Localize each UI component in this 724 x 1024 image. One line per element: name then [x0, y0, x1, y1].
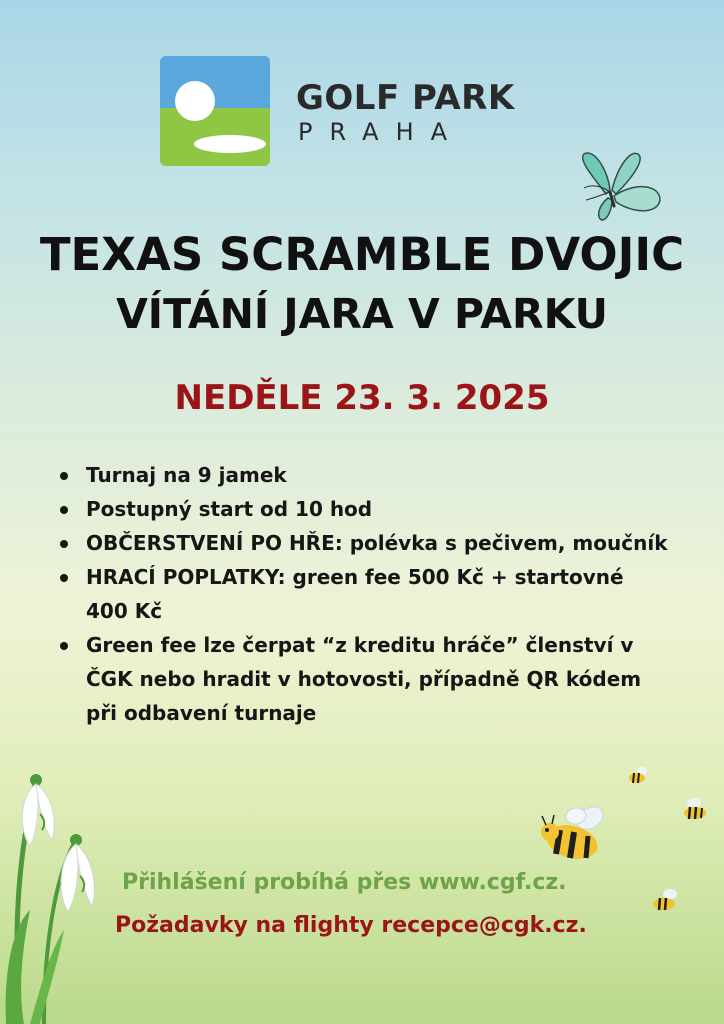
bee-icon: [538, 798, 612, 864]
info-item: [60, 458, 670, 492]
bullet-icon: [60, 642, 68, 650]
bullet-icon: [60, 540, 68, 548]
brand-city: PRAHA: [298, 118, 465, 146]
brand-name: GOLF PARK: [296, 78, 515, 118]
info-text: Postupný start od 10 hod: [86, 497, 373, 521]
bee-icon: [650, 886, 682, 914]
golf-park-logo: [160, 56, 270, 166]
info-item: [60, 628, 670, 730]
bullet-icon: [60, 472, 68, 480]
info-text: OBČERSTVENÍ PO HŘE: polévka s pečivem, moučník: [86, 531, 668, 555]
info-item: [60, 560, 670, 628]
bullet-icon: [60, 506, 68, 514]
info-list: [60, 458, 670, 730]
snowdrop-flower-icon: [0, 760, 120, 1024]
info-text: Green fee lze čerpat “z kreditu hráče” členství v ČGK nebo hradit v hotovosti, případně QR kódem při odbavení turnaje: [86, 633, 642, 725]
bullet-icon: [60, 574, 68, 582]
info-item: [60, 526, 670, 560]
info-text: Turnaj na 9 jamek: [86, 463, 287, 487]
event-title: TEXAS SCRAMBLE DVOJIC: [39, 228, 685, 281]
registration-info: Přihlášení probíhá přes www.cgf.cz.: [122, 870, 567, 895]
event-date: NEDĚLE 23. 3. 2025: [174, 378, 550, 418]
bee-icon: [626, 764, 650, 786]
flight-requests-info: Požadavky na flighty recepce@cgk.cz.: [115, 913, 587, 938]
info-text: HRACÍ POPLATKY: green fee 500 Kč + startovné 400 Kč: [86, 565, 624, 623]
butterfly-icon: [566, 148, 666, 228]
event-subtitle: VÍTÁNÍ JARA V PARKU: [116, 290, 608, 338]
info-item: [60, 492, 670, 526]
bee-icon: [680, 796, 710, 822]
